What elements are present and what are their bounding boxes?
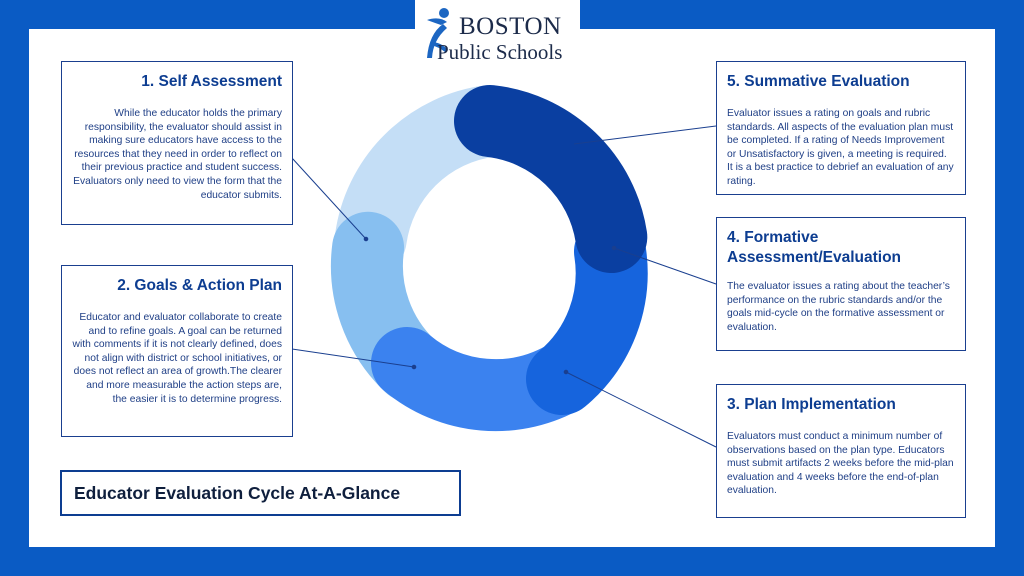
page-title: Educator Evaluation Cycle At-A-Glance <box>74 482 401 503</box>
logo-wordmark-line1: BOSTON <box>459 13 562 40</box>
step3-heading: 3. Plan Implementation <box>727 396 896 413</box>
step2-heading: 2. Goals & Action Plan <box>117 277 282 294</box>
step1-body: While the educator holds the primary responsibility, the evaluator should assist in making sure educators have access to the resources that they need in order to reflect on their previous practice and student success. Evaluators only need to view the form that the educator submits. <box>73 108 282 201</box>
boston-public-schools-logo <box>415 0 580 70</box>
step4-heading: 4. Formative Assessment/Evaluation <box>727 229 902 266</box>
step4-body: The evaluator issues a rating about the teacher’s performance on the rubric standards and/or the goals mid-cycle on the formative assessment or evaluation. <box>727 281 950 333</box>
step3-card <box>716 384 966 518</box>
step3-body: Evaluators must conduct a minimum number of observations based on the plan type. Educators must submit artifacts 2 weeks before the mid-plan evaluation and 4 weeks before the end-of-plan evaluation. <box>727 431 954 497</box>
step4-card <box>716 217 966 351</box>
step5-body: Evaluator issues a rating on goals and rubric standards. All aspects of the evaluation plan must be completed. If a rating of Needs Improvement or Unsatisfactory is given, a meeting is required. It is a best practice to debrief an evaluation of any rating. <box>727 108 954 187</box>
step2-card <box>61 265 293 437</box>
step5-heading: 5. Summative Evaluation <box>727 73 910 90</box>
segment-step5 <box>490 121 611 237</box>
connector-step3 <box>566 372 716 447</box>
step1-heading: 1. Self Assessment <box>141 73 282 90</box>
step5-card <box>716 61 966 195</box>
page-title-box <box>60 470 461 516</box>
step1-card <box>61 61 293 225</box>
logo-wordmark-line2: Public Schools <box>437 40 563 64</box>
step2-body: Educator and evaluator collaborate to create and to refine goals. A goal can be returned with comments if it is not clearly defined, does not align with district or school initiatives, or does not reflect an area of growth.The clearer and more measurable the action steps are, the easier it is to determine progress. <box>72 312 282 405</box>
